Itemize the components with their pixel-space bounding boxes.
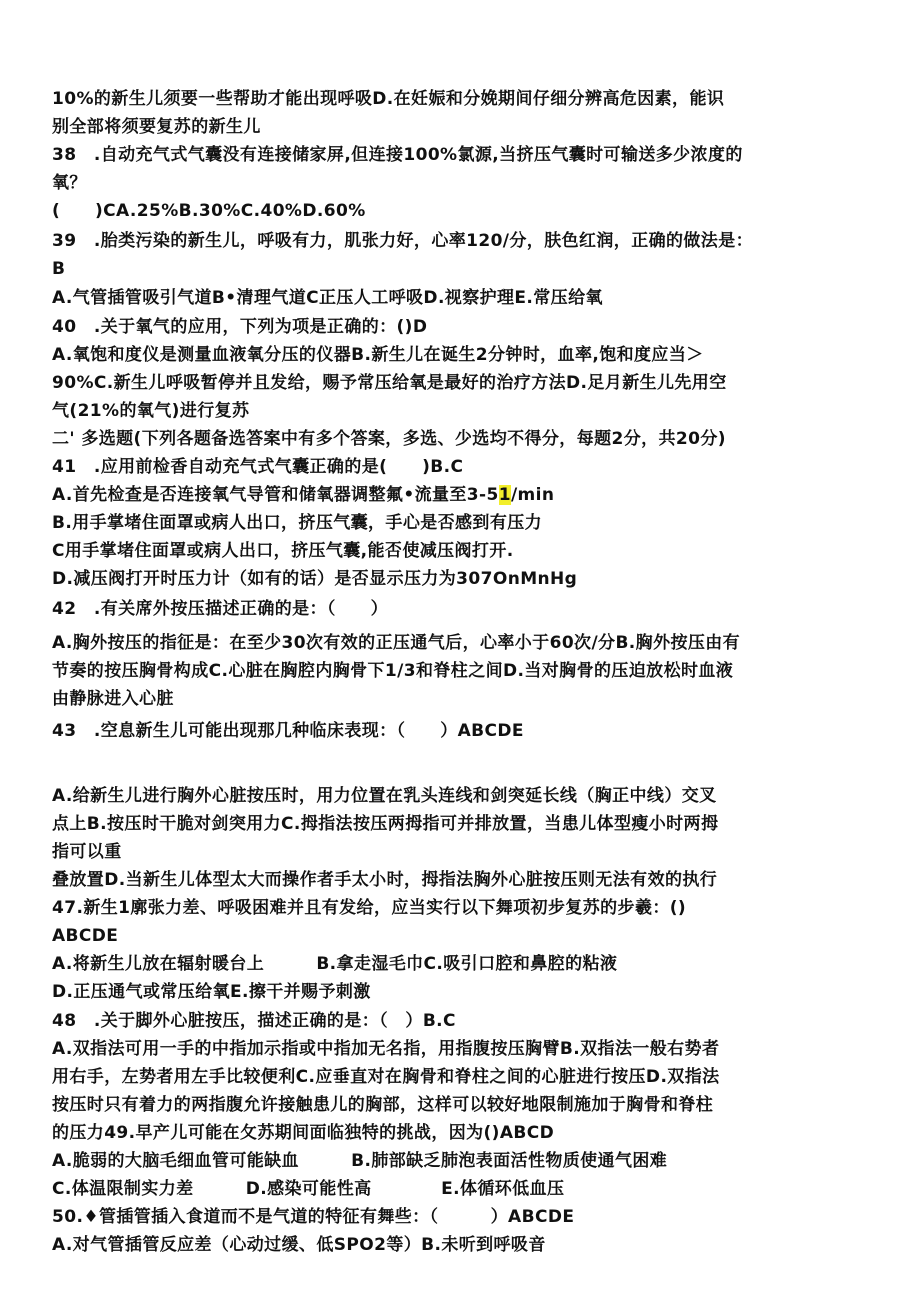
- text-line: 别全部将须要复苏的新生儿: [52, 117, 261, 137]
- question-48: 48 .关于脚外心脏按压，描述正确的是：（ ）B.C: [52, 1011, 456, 1031]
- text-line: D.减压阀打开时压力计（如有的话）是否显示压力为307OnMnHg: [52, 569, 578, 589]
- text-line-highlighted: [52, 484, 554, 506]
- text-line: 气(21%的氧气)进行复苏: [52, 401, 250, 421]
- highlight-mark: 1: [498, 485, 511, 505]
- question-47: 47.新生1廓张力差、呼吸困难并且有发给，应当实行以下舞项初步复苏的步羲：(): [52, 898, 687, 918]
- text-line: 90%C.新生儿呼吸暂停并且发给，赐予常压给氧是最好的治疗方法D.足月新生儿先用空: [52, 373, 727, 393]
- question-41: 41 .应用前检香自动充气式气囊正确的是( )B.C: [52, 457, 464, 477]
- text-line: 指可以重: [52, 842, 122, 862]
- question-39: 39 .胎类污染的新生儿，呼吸有力，肌张力好，心率120/分，肤色红润，正确的做法是：: [52, 231, 754, 251]
- text-line: B.用手掌堵住面罩或病人出口，挤压气囊，手心是否感到有压力: [52, 513, 543, 533]
- text-line: 按压时只有着力的两指腹允许接触患儿的胸部，这样可以较好地限制施加于胸骨和脊柱: [52, 1095, 714, 1115]
- text-line: A.胸外按压的指征是：在至少30次有效的正压通气后，心率小于60次/分B.胸外按压由有: [52, 633, 741, 653]
- text-line: 由静脉进入心脏: [52, 689, 174, 709]
- answer-options: ( )CA.25%B.30%C.40%D.60%: [52, 201, 366, 221]
- text-line: A.氧饱和度仪是测量血液氧分压的仪器B.新生儿在诞生2分钟时，血率,饱和度应当＞: [52, 345, 704, 365]
- answer-options: A.将新生儿放在辐射暖台上 B.拿走湿毛巾C.吸引口腔和鼻腔的粘液: [52, 954, 618, 974]
- text-line: A.给新生儿进行胸外心脏按压时，用力位置在乳头连线和剑突延长线（胸正中线）交叉: [52, 786, 717, 806]
- answer-options: A.脆弱的大脑毛细血管可能缺血 B.肺部缺乏肺泡表面活性物质使通气困难: [52, 1151, 668, 1171]
- question-40: 40 .关于氧气的应用，下列为项是正确的：()D: [52, 317, 428, 337]
- text-line: A.双指法可用一手的中指加示指或中指加无名指，用指腹按压胸臂B.双指法一般右势者: [52, 1039, 720, 1059]
- line-text: A.首先检查是否连接氧气导管和储氧器调整氟•流量至3-5: [52, 485, 499, 505]
- line-text-tail: /min: [510, 485, 555, 505]
- answer-options: A.气管插管吸引气道B•清理气道C正压人工呼吸D.视察护理E.常压给氧: [52, 288, 603, 308]
- question-42: 42 .有关席外按压描述正确的是：（ ）: [52, 599, 389, 619]
- question-38: 38 .自动充气式气囊没有连接储家屏,但连接100%氯源,当挤压气囊时可输送多少浓度的: [52, 145, 743, 165]
- text-line: B: [52, 259, 66, 279]
- answer-options: D.正压通气或常压给氧E.擦干并赐予刺激: [52, 982, 371, 1002]
- text-line: A.对气管插管反应差（心动过缓、低SPO2等）B.未听到呼吸音: [52, 1235, 546, 1255]
- section-heading: 二' 多选题(下列各题备选答案中有多个答案，多选、少选均不得分，每题2分，共20分): [52, 429, 726, 449]
- text-line: 点上B.按压时干脆对剑突用力C.拇指法按压两拇指可并排放置，当患儿体型瘦小时两拇: [52, 814, 719, 834]
- text-line: 用右手，左势者用左手比较便利C.应垂直对在胸骨和脊柱之间的心脏进行按压D.双指法: [52, 1067, 720, 1087]
- text-line: 氧？: [52, 173, 87, 193]
- text-line: 叠放置D.当新生儿体型太大而操作者手太小时，拇指法胸外心脏按压则无法有效的执行: [52, 870, 718, 890]
- text-line: 10%的新生儿须要一些帮助才能出现呼吸D.在妊娠和分娩期间仔细分辨高危因素，能识: [52, 89, 725, 109]
- text-line: ABCDE: [52, 926, 119, 946]
- question-43: 43 .空息新生儿可能出现那几种临床表现：（ ）ABCDE: [52, 721, 524, 741]
- question-49: 的压力49.早产儿可能在攵苏期间面临独特的挑战，因为()ABCD: [52, 1123, 555, 1143]
- text-line: C用手掌堵住面罩或病人出口，挤压气囊,能否使减压阀打开.: [52, 541, 514, 561]
- question-50: 50.♦管插管插入食道而不是气道的特征有舞些：（ ）ABCDE: [52, 1207, 575, 1227]
- text-line: 节奏的按压胸骨构成C.心脏在胸腔内胸骨下1/3和脊柱之间D.当对胸骨的压迫放松时血液: [52, 661, 734, 681]
- answer-options: C.体温限制实力差 D.感染可能性高 E.体循环低血压: [52, 1179, 565, 1199]
